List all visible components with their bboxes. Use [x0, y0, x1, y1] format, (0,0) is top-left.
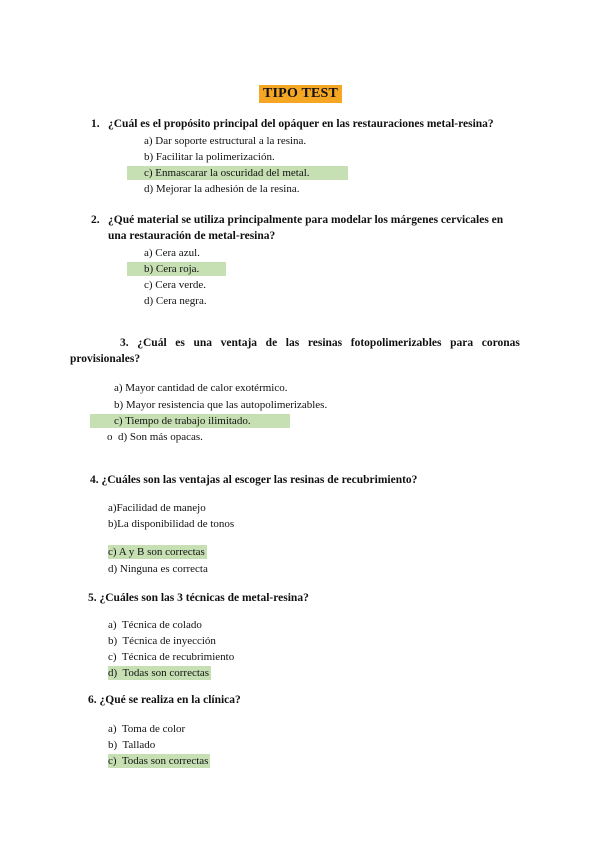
- q1-option-b: b) Facilitar la polimerización.: [144, 151, 275, 163]
- q1-option-c-correct: c) Enmascarar la oscuridad del metal.: [127, 166, 348, 180]
- q6-option-b: b) Tallado: [108, 739, 156, 751]
- question-3-line2: provisionales?: [70, 353, 141, 365]
- q3-option-b: b) Mayor resistencia que las autopolimerizables.: [114, 399, 328, 411]
- q4-option-c-correct: c) A y B son correctas: [108, 546, 205, 558]
- q3-option-a: a) Mayor cantidad de calor exotérmico.: [114, 382, 288, 394]
- q2-option-b-correct: b) Cera roja.: [127, 262, 226, 276]
- q2-option-d: d) Cera negra.: [144, 295, 207, 307]
- question-2-line1: ¿Qué material se utiliza principalmente para modelar los márgenes cervicales en: [108, 214, 504, 226]
- q5-option-d-correct: d) Todas son correctas: [108, 667, 210, 679]
- question-2-line2: una restauración de metal-resina?: [108, 230, 276, 242]
- question-1-number: 1.: [91, 118, 100, 130]
- q4-option-d: d) Ninguna es correcta: [108, 563, 208, 575]
- q4-option-a: a)Facilidad de manejo: [108, 502, 206, 514]
- q2-option-a: a) Cera azul.: [144, 247, 200, 259]
- question-4-text: 4. ¿Cuáles son las ventajas al escoger las resinas de recubrimiento?: [90, 474, 418, 486]
- q5-option-b: b) Técnica de inyección: [108, 635, 216, 647]
- question-6-text: 6. ¿Qué se realiza en la clínica?: [88, 694, 241, 706]
- question-5-text: 5. ¿Cuáles son las 3 técnicas de metal-resina?: [88, 592, 309, 604]
- question-1-text: ¿Cuál es el propósito principal del opáquer en las restauraciones metal-resina?: [108, 118, 494, 130]
- q1-option-d: d) Mejorar la adhesión de la resina.: [144, 183, 300, 195]
- page-title: TIPO TEST: [259, 85, 342, 103]
- q6-option-a: a) Toma de color: [108, 723, 186, 735]
- q3-option-c-correct: c) Tiempo de trabajo ilimitado.: [90, 414, 290, 428]
- q1-option-a: a) Dar soporte estructural a la resina.: [144, 135, 307, 147]
- question-2-number: 2.: [91, 214, 100, 226]
- q4-option-b: b)La disponibilidad de tonos: [108, 518, 235, 530]
- q2-option-c: c) Cera verde.: [144, 279, 206, 291]
- q6-option-c-correct: c) Todas son correctas: [108, 755, 209, 767]
- q5-option-a: a) Técnica de colado: [108, 619, 202, 631]
- q5-option-c: c) Técnica de recubrimiento: [108, 651, 235, 663]
- q3-option-d: o d) Son más opacas.: [107, 431, 203, 443]
- question-3-line1: 3. ¿Cuál es una ventaja de las resinas fotopolimerizables para coronas: [120, 337, 520, 349]
